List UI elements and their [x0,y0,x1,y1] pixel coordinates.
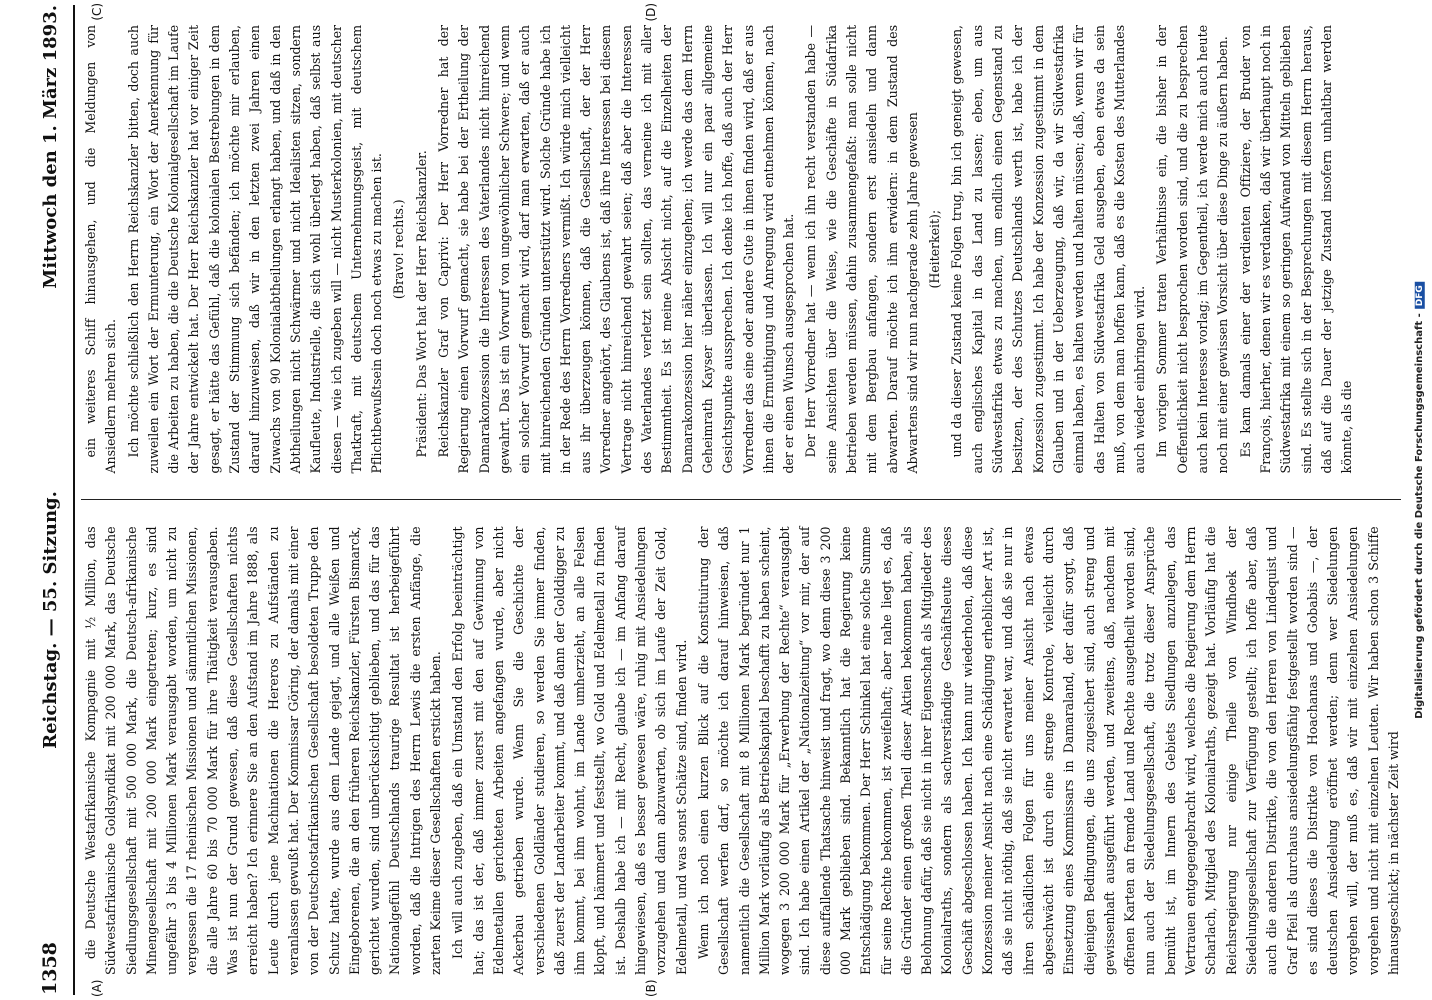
right-column [81,3,1401,474]
paragraph: die Deutsche Westafrikanische Kompagnie mit ½ Million, das Südwestafrikanische Goldsyndikat mit 200 000 Mark, das Deutsche Siedlungsgesellschaft mit 500 000 Mark, die Deutsch-afrikanische Minengesellschaft mit 200 000 Mark eingetreten; kurz, es sind ungefähr 3 bis 4 Millionen Mark verausgabt worden, um nicht zu vergessen die 17 rheinischen Missionen und sämmtlichen Missionen, die alle Jahre 60 bis 70 000 Mark für ihre Thätigkeit verausgaben. Was ist nun der Grund gewesen, daß diese Gesellschaften nichts erreicht haben? Ich erinnere Sie an den Aufstand im Jahre 1888, als Leute durch jene Machinationen die Hereros zu Aufständen zu veranlassen gewußt hat. Der Kommissar Göring, der damals mit einer von der Deutschostafrikanischen Gesellschaft besoldeten Truppe den Schutz hatte, wurde aus dem Lande gejagt, und alle Weißen und Eingeborenen, die an den früheren Reichskanzler, Fürsten Bismarck, gerichtet wurden, sind unberücksichtigt geblieben, und das für das Nationalgefühl Deutschlands traurige Resultat ist herbeigeführt worden, daß die Intrigen des Herrn Lewis die ersten Anfänge, die zarten Keime dieser Gesellschaften erstickt haben. [83,526,444,975]
text-columns [81,3,1401,997]
paragraph: ein weiteres Schiff hinausgehen, und die Meldungen von Ansiedlern mehren sich. [83,25,119,474]
paragraph: Präsident: Das Wort hat der Herr Reichskanzler. [413,150,429,458]
page-title: Reichstag. — 55. Sitzung. [39,491,61,749]
paragraph: Ich möchte schließlich den Herrn Reichskanzler bitten, doch auch zuweilen ein Wort der Ermunterung, ein Wort der Anerkennung für die Arbeiten zu haben, die die Deutsche Kolonialgesellschaft im Laufe der Jahre entwickelt hat. Der Herr Reichskanzler hat vor einiger Zeit gesagt, er hätte das Gefühl, daß die kolonialen Bestrebungen in dem Zustand der Stimmung sich befänden; ich möchte mir erlauben, darauf hinzuweisen, daß wir in den letzten zwei Jahren einen Zuwachs von 90 Kolonialabtheilungen erlangt haben, und daß in den Abtheilungen nicht Schwärmer und nicht Idealisten sitzen, sondern Kaufleute, Industrielle, die sich wohl überlegt haben, daß selbst aus diesen — wie ich zugeben will — nicht Musterkolonien, mit deutscher Thatkraft, mit deutschem Unternehmungsgeist, mit deutschem Pflichtbewußtsein doch noch etwas zu machen ist. [125,25,385,474]
session-date: Mittwoch den 1. März 1893. [39,5,61,289]
margin-marker-b: (B) [644,979,658,997]
page-number: 1358 [39,942,61,995]
paragraph: Der Herr Vorredner hat — wenn ich ihn recht verstanden habe — seine Ansichten über die Weise, wie die Geschäfte in Südafrika betrieben werden müssen, dahin zusammengefaßt: man solle nicht mit dem Bergbau anfangen, sondern erst ansiedeln und dann abwarten. Darauf möchte ich ihm erwidern: in dem Zustand des Abwartens sind wir nun nachgerade zehn Jahre gewesen [803,25,920,474]
dfg-logo-badge: DFG [1415,282,1425,309]
left-column [81,526,1401,997]
paragraph: Es kam damals einer der verdienten Offiziere, der Bruder von François, hierher, denen wir es verdanken, daß wir überhaupt noch in Südwestafrika mit einem so geringen Aufwand von Mitteln geblieben sind. Es stellte sich in der Besprechungen mit diesem Herrn heraus, daß auf die Dauer der jetzige Zustand insofern unhaltbar werden könnte, als die [1237,25,1355,474]
page-header [33,5,67,995]
margin-marker-c: (C) [90,3,104,21]
margin-marker-d: (D) [644,3,658,22]
document-page [21,5,1411,995]
credit-text: Digitalisierung gefördert durch die Deutsche Forschungsgemeinschaft - [1413,312,1425,719]
paragraph: und da dieser Zustand keine Folgen trug, bin ich geneigt gewesen, auch englisches Kapital in das Land zu lassen; eben, um aus Südwestafrika etwas zu machen, um endlich einen Gegenstand zu besitzen, der des Schutzes Deutschlands werth ist, habe ich der Konzession zugestimmt. Ich habe der Konzession zugestimmt in dem Glauben und in der Ueberzeugung, daß wir, da wir Südwestafrika einmal haben, es halten werden und halten müssen; daß, wenn wir für das Halten von Südwestafrika Geld ausgeben, eben etwas da sein muß, von dem man hoffen kann, daß es die Kosten des Mutterlandes auch wieder einbringen wird. [949,25,1148,474]
paragraph: Im vorigen Sommer traten Verhältnisse ein, die bisher in der Oeffentlichkeit nicht besprochen worden sind, und die zu besprechen auch kein Interesse vorlag; im Gegentheil, ich werde mich auch heute noch mit einer gewissen Vorsicht über diese Dinge zu äußern haben. [1154,25,1231,474]
paragraph: (Bravo! rechts.) [391,199,407,300]
paragraph: Reichskanzler Graf von Caprivi: Der Herr Vorredner hat der Regierung einen Vorwurf gemacht, sie habe bei der Ertheilung der Damarakonzession die Interessen des Vaterlandes nicht hinreichend gewahrt. Das ist ein Vorwurf von ungewöhnlicher Schwere; und wenn ein solcher Vorwurf gemacht wird, darf man erwarten, daß er auch mit hinreichenden Gründen unterstützt wird. Solche Gründe habe ich in der Rede des Herrn Vorredners vermißt. Ich würde mich vielleicht aus ihr überzeugen können, daß die Gesellschaft, der der Herr Vorredner angehört, des Glaubens ist, daß ihre Interessen bei diesem Vertrage nicht hinreichend gewahrt seien; daß aber die Interessen des Vaterlandes verletzt sein sollten, das verneine ich mit aller Bestimmtheit. Es ist meine Absicht nicht, auf die Einzelheiten der Damarakonzession hier näher einzugehen; ich werde das dem Herrn Geheimrath Kayser überlassen. Ich will nur ein paar allgemeine Gesichtspunkte aussprechen. Ich denke ich hoffe, daß auch der Herr Vorredner das eine oder andere Gute in ihnen finden wird, daß er aus ihnen die Ermuthigung und Anregung wird entnehmen können, nach der er einen Wunsch ausgesprochen hat. [436,25,797,474]
margin-marker-a: (A) [90,979,104,997]
paragraph: (Heiterkeit); [927,209,943,289]
digitization-credit [1408,0,1430,1000]
header-rule [73,5,75,995]
paragraph: Ich will auch zugeben, daß ein Umstand den Erfolg beeinträchtigt hat; das ist der, daß immer zuerst mit den auf Gewinnung von Edelmetallen gerichteten Arbeiten angefangen wurde, aber nicht Ackerbau getrieben wurde. Wenn Sie die Geschichte der verschiedenen Goldländer studieren, so werden Sie immer finden, daß zuerst der Landarbeiter kommt, und daß dann der Golddigger zu ihm kommt, bei ihm wohnt, im Lande umherzieht, an alle Felsen klopft, und hämmert und feststellt, wo Gold und Edelmetall zu finden ist. Deshalb habe ich — mit Recht, glaube ich — im Anfang darauf hingewiesen, daß es besser gewesen wäre, ruhig mit Ansiedelungen vorzugehen und dann abzuwarten, ob sich im Laufe der Zeit Gold, Edelmetall, und was sonst Schätze sind, finden wird. [450,526,689,975]
rotated-page [21,5,1411,995]
paragraph: Wenn ich noch einen kurzen Blick auf die Konstituirung der Gesellschaft werfen darf, so möchte ich darauf hinweisen, daß namentlich die Gesellschaft mit 8 Millionen Mark begründet nur 1 Million Mark vorläufig als Betriebskapital beschafft zu haben scheint, wogegen 3 200 000 Mark für „Erwerbung der Rechte“ verausgabt sind. Ich habe einen Artikel der „Nationalzeitung“ vor mir, der auf diese auffallende Thatsache hinweist und fragt, wo denn diese 3 200 000 Mark geblieben sind. Bekanntlich hat die Regierung keine Entschädigung bekommen. Der Herr Schinkel hat eine solche Summe für seine Rechte bekommen, ist zweifelhaft; aber nahe liegt es, daß die Gründer einen großen Theil dieser Aktien bekommen haben, als Belohnung dafür, daß sie nicht in ihrer Eigenschaft als Mitglieder des Kolonialraths, sondern als sachverständige Geschäftsleute dieses Geschäft abgeschlossen haben. Ich kann nur wiederholen, daß diese Konzession meiner Ansicht nach eine Schädigung erheblicher Art ist, daß sie nicht nöthig, daß sie nicht erwartet war, und daß sie nur in ihren schädlichen Folgen für uns meiner Ansicht nach etwas abgeschwächt ist durch eine strenge Kontrole, vielleicht durch Einsetzung eines Kommissars in Damaraland, der dafür sorgt, daß diejenigen Bedingungen, die uns zugesichert sind, auch streng und gewissenhaft ausgeführt werden, und zweitens, daß, nachdem mit offenen Karten an fremde Land und Rechte ausgetheilt worden sind, nun auch der Siedelungsgesellschaft, die trotz dieser Ansprüche bemüht ist, im Innern des Gebiets Siedlungen anzulegen, das Vertrauen entgegengebracht wird, welches die Regierung dem Herrn Scharlach, Mitglied des Kolonialraths, gezeigt hat. Vorläufig hat die Reichsregierung nur einige Theile von Windhoek der Siedelungsgesellschaft zur Verfügung gestellt; ich hoffe aber, daß auch die anderen Distrikte, die von den Herren von Lindequist und Graf Pfeil als durchaus ansiedelungsfähig festgestellt worden sind — es sind dieses die Distrikte von Hoachanas und Gobabis —, der deutschen Ansiedelung eröffnet werden; denn wer Siedelungen vorgehen will, der muß es, daß wir mit einzelnen Ansiedelungen vorgehen und nicht mit einzelnen Leuten. Wir haben schon 3 Schiffe hinausgeschickt; in nächster Zeit wird [695,526,1401,975]
column-divider [81,500,1401,501]
